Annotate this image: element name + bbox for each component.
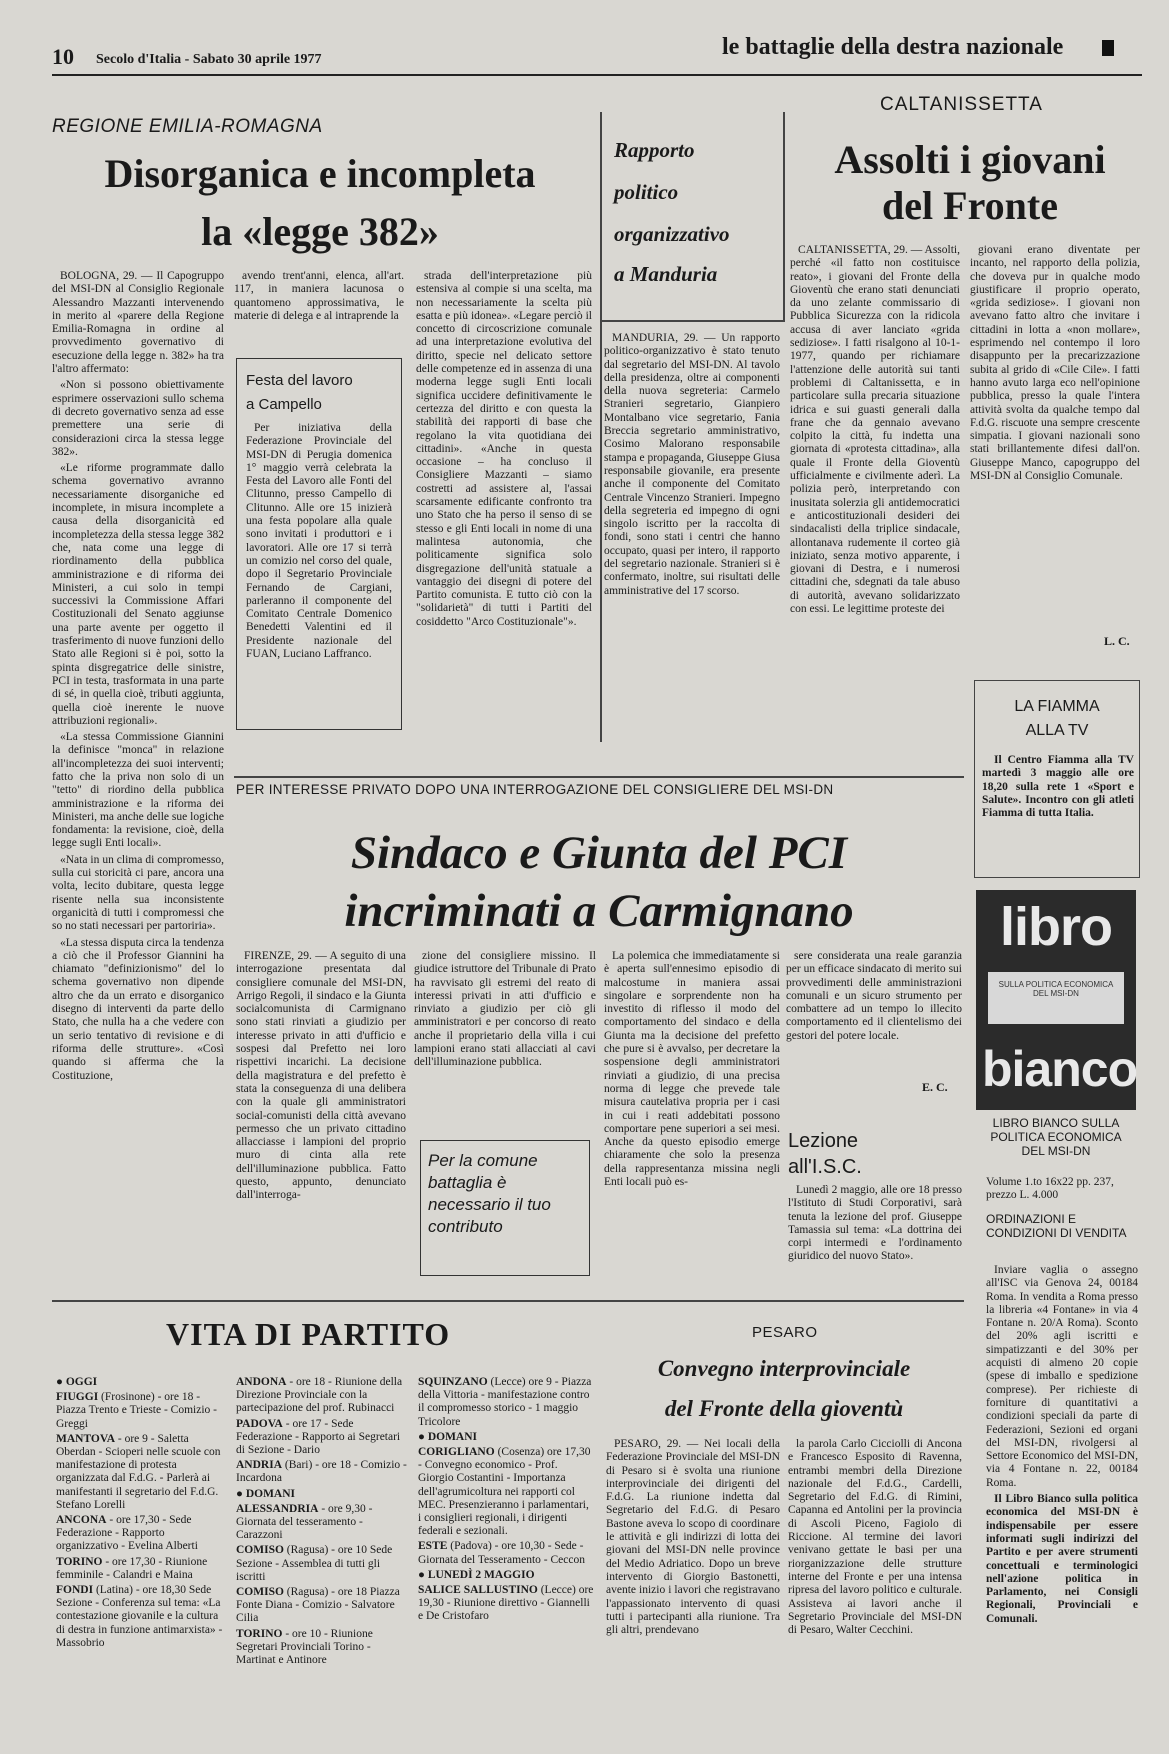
manduria-rule-left bbox=[600, 112, 602, 742]
libro-orders bbox=[986, 1264, 1138, 1625]
vita-entry: FIUGGI (Frosinone) - ore 18 - Piazza Trento e Trieste - Comizio - Greggi bbox=[56, 1391, 217, 1430]
carmignano-kicker: PER INTERESSE PRIVATO DOPO UNA INTERROGAZIONE DEL CONSIGLIERE DEL MSI-DN bbox=[236, 782, 834, 797]
section-marker bbox=[1102, 40, 1114, 56]
header-rule bbox=[52, 74, 1142, 76]
manduria-para: MANDURIA, 29. — Un rapporto politico-organizzativo è stato tenuto dal segretario del MSI-DN. Al tavolo della presidenza, oltre ai componenti della nuova segreteria: Carmelo Stranieri segretario, Gianpiero Montalbano vice segretario, Fania Breccia segretario amministrativo, Cosimo Malorano responsabile stampa e propaganda, Giuseppe Giusa responsabile giovanile, era presente anche il componente del Comitato Centrale Vincenzo Stranieri. Impegno della segreteria ed impegno di ogni singolo iscritto per la raccolta di fondi, sono stati i centri che hanno occupato, quasi per intero, il rapporto del segretario nazionale. Stranieri si è confermato, inoltre, sui risultati delle amministrative del 17 scorso. bbox=[604, 332, 780, 597]
emilia-title-2: la «legge 382» bbox=[201, 209, 439, 254]
carmignano-col-4 bbox=[786, 950, 962, 1090]
libro-closing-para: Il Libro Bianco sulla politica economica del MSI-DN è indispensabile per essere informati sugli indirizzi del Partito e per avere strumenti concettuali e terminologici nell'azione politica in Parlamento, nei Consigli Regionali, Provinciali e Comunali. bbox=[986, 1493, 1138, 1625]
carmignano-sign: E. C. bbox=[922, 1080, 948, 1094]
lezione-body bbox=[788, 1184, 962, 1280]
vita-entry: PADOVA - ore 17 - Sede Federazione - Rapporto ai Segretari di Sezione - Dario bbox=[236, 1417, 401, 1457]
emilia-para: «La stessa disputa circa la tendenza a ciò che il Professor Giannini ha chiamato "definizionismo" del lo schema governativo non dipende altro che da un errato e disorganico disegno di interventi da parte dello Stato, che nulla ha a che vedere con un serio tentativo di revisione e di riforma delle strutture». «Così quando si afferma che la Costituzione, bbox=[52, 936, 224, 1082]
emilia-para: BOLOGNA, 29. — Il Capogruppo del MSI-DN al Consiglio Regionale Alessandro Mazzanti intervenendo in merito al «parere della Regione Emilia-Romagna in ordine al provvedimento governativo di esecuzione della legge n. 382» ha tra l'altro affermato: bbox=[52, 270, 224, 376]
vita-entry: ALESSANDRIA - ore 9,30 - Giornata del tesseramento - Carazzoni bbox=[236, 1502, 373, 1542]
vita-entry: COMISO (Ragusa) - ore 18 Piazza Fonte Diana - Comizio - Salvatore Cilia bbox=[236, 1586, 400, 1625]
carmignano-title-1: Sindaco e Giunta del PCI bbox=[350, 827, 848, 879]
pesaro-para: PESARO, 29. — Nei locali della Federazione Provinciale del MSI-DN di Pesaro si è svolta una riunione interprovinciale dei dirigenti del F.d.G. La riunione indetta dal Segretario del F.d.G. di Pesaro Bastone aveva lo scopo di coordinare le attività e gli indirizzi di lotta dei giovani del MSI-DN nelle province del Medio Adriatico. Dopo un breve intervento di Giorgio Bastonetti, avente inizio i lavori che registravano l'appassionato intervento di quasi tutti i partecipanti alla riunione. Tra gli altri, prendevano bbox=[606, 1438, 780, 1637]
manduria-title-3: organizzativo bbox=[614, 222, 730, 246]
lezione-title-2: all'I.S.C. bbox=[788, 1156, 862, 1178]
vita-entry: ● OGGI bbox=[56, 1376, 98, 1388]
libro-cover-bottom: bianco bbox=[982, 1041, 1138, 1097]
manduria-title-rule bbox=[600, 320, 784, 322]
vita-col-3 bbox=[418, 1376, 594, 1736]
carmignano-para: La polemica che immediatamente si è aperta sull'ennesimo episodio di malcostume in maniera assai singolare e sorprendente non ha investito di riflesso il modo del comportamento del sindaco e della Giunta ma la decisione del prefetto che pure si è avvalso, per decretare la sospensione degli amministratori rinviati a giudizio, di una precisa norma di legge che prevede tale misura cautelativa propria per i casi in cui i reati addebitati possono comportare pene superiori a sei mesi. Anche da questo episodio emerge chiaramente che solo la presenza della rappresentanza missina negli Enti locali può es- bbox=[604, 950, 780, 1189]
lezione-para: Lunedì 2 maggio, alle ore 18 presso l'Istituto di Studi Corporativi, sarà tenuta la lezione del prof. Giuseppe Tamassia sul tema: «La dottrina dei corpi intermedi e l'ordinamento giuridico del nuovo Stato». bbox=[788, 1184, 962, 1263]
emilia-para: «La stessa Commissione Giannini la definisce "monca" in relazione all'incompletezza dei suoi interventi; fatto che la priva non solo di un "tetto" di riordino della pubblica amministrazione e la riforma dei Ministeri, ma anche delle sue logiche fondamenta: la revisione, cioè, della legge sugli Enti locali». bbox=[52, 731, 224, 850]
carmignano-col-2 bbox=[414, 950, 596, 1126]
pesaro-title-1: Convegno interprovinciale bbox=[657, 1356, 911, 1381]
libro-cover-mid: SULLA POLITICA ECONOMICA DEL MSI-DN bbox=[998, 980, 1114, 998]
section-title: le battaglie della destra nazionale bbox=[722, 34, 1064, 60]
emilia-col-3 bbox=[416, 270, 592, 740]
masthead-date: Secolo d'Italia - Sabato 30 aprile 1977 bbox=[96, 52, 322, 67]
libro-orders-title: ORDINAZIONI E CONDIZIONI DI VENDITA bbox=[986, 1212, 1127, 1240]
pesaro-col-2 bbox=[788, 1438, 962, 1738]
emilia-para: strada dell'interpretazione più estensiva al compie si una scelta, ma non necessariamente la scelta più esatta e più idonea». «Legare perciò il concetto di circoscrizione comunale ad una interpretazione evolutiva del diritto, specie nel delicato settore delle competenze ed in assenza di una moderna legge sugli Enti locali significa uccidere definitivamente le certezza del diritto e con questa la stabilità dei rapporti di base che regolano la vita quotidiana dei cittadini». «Anche in questa occasione – ha concluso il Consigliere Mazzanti – siamo costretti ad assistere al, l'assai scarsamente edificante confronto tra uno Stato che ha perso il senso di se stesso e gli Enti locali in nome di una malintesa autonomia, che politicamente significa solo disgregazione dell'unità statuale a vantaggio dei disegni di potere del Partito comunista. E tutto ciò con la "solidarietà" di tutti i Partiti del cosiddetto "Arco Costituzionale"». bbox=[416, 270, 592, 628]
libro-title: LIBRO BIANCO SULLA POLITICA ECONOMICA DEL MSI-DN bbox=[990, 1116, 1122, 1158]
festa-body bbox=[246, 422, 392, 722]
emilia-para: «Nata in un clima di compromesso, sulla cui storicità ci pare, ancora una volta, lecito dubitare, questa legge risente nella sua inconsistente organicità di tutti i compromessi che so no stati necessari per partoriria». bbox=[52, 853, 224, 933]
manduria-title-4: a Manduria bbox=[614, 262, 718, 286]
caltanissetta-title-2: del Fronte bbox=[882, 183, 1058, 228]
carmignano-para: sere considerata una reale garanzia per un efficace sindacato di merito sui provvedimenti delle amministrazioni comunali e un sicuro strumento per combattere ad un tempo lo illecito comportamento ed il clientelismo dei gestori del potere locale. bbox=[786, 950, 962, 1042]
carmignano-para: FIRENZE, 29. — A seguito di una interrogazione presentata dal consigliere comunale del MSI-DN, Arrigo Regoli, il sindaco e la Giunta socialcomunista di Carmignano sono stati rinviati a giudizio per interesse privato in atti d'ufficio e sospesi dal Prefetto nei loro rispettivi incarichi. La decisione della magistratura e del prefetto è stata la conseguenza di una delibera con la quale gli amministratori social-comunisti della città avevano permesso che un privato cittadino allacciasse i lampioni del proprio muro di cinta alla rete dell'illuminazione pubblica. Fatto questo, appunto, denunciato dall'interroga- bbox=[236, 950, 406, 1202]
emilia-title-1: Disorganica e incompleta bbox=[104, 151, 536, 196]
vita-entry: COMISO (Ragusa) - ore 10 Sede Sezione - Assemblea di tutti gli iscritti bbox=[236, 1544, 393, 1583]
emilia-col-1 bbox=[52, 270, 224, 1278]
emilia-para: avendo trent'anni, elenca, all'art. 117, in maniera lacunosa o quantomeno approssimativa, le materie di delega e al intraprende la bbox=[234, 270, 404, 322]
vita-entry: FONDI (Latina) - ore 18,30 Sede Sezione - Conferenza sul tema: «La contestazione giovanile e la cultura di destra in funzione antimarxista» - Massobrio bbox=[56, 1584, 223, 1649]
vita-entry: CORIGLIANO (Cosenza) ore 17,30 - Convegno economico - Prof. Giorgio Costantini - Importanza dell'agrumicoltura nei rapporti col MEC. Presenzieranno i parlamentari, i consiglieri regionali, i dirigenti federali e sezionali. bbox=[418, 1446, 591, 1538]
fiamma-title-1: LA FIAMMA bbox=[1014, 698, 1100, 715]
pesaro-title-2: del Fronte della gioventù bbox=[664, 1396, 904, 1421]
manduria-rule-right bbox=[783, 112, 785, 322]
vita-entry: MANTOVA - ore 9 - Saletta Oberdan - Scioperi nelle scuole con manifestazione di protesta organizzata dal F.d.G. - Parlerà ai manifestanti il segretario del F.d.G. Stefano Lorelli bbox=[56, 1432, 221, 1511]
carmignano-title-2: incriminati a Carmignano bbox=[344, 885, 854, 937]
libro-orders-para: Inviare vaglia o assegno all'ISC via Genova 24, 00184 Roma. In vendita a Roma presso la libreria «4 Fontane» in via 4 Fontane n. 20/A Roma). Sconto del 20% agli iscritti e simpatizzanti e del 30% per acquisti di almeno 20 copie (spese di imballo e spedizione comprese). Per richieste di forniture di quantitativi a condizioni speciali da parte di Federazioni, Sezioni ed organi del MSI-DN, rivolgersi al Settore Economico del MSI-DN, via 4 Fontane n. 22, 00184 Roma. bbox=[986, 1264, 1138, 1489]
manduria-body bbox=[604, 332, 780, 742]
carmignano-col-1 bbox=[236, 950, 406, 1278]
lezione-title-1: Lezione bbox=[788, 1130, 859, 1152]
emilia-kicker: REGIONE EMILIA-ROMAGNA bbox=[52, 116, 323, 137]
emilia-col-2 bbox=[234, 270, 404, 340]
vita-title: VITA DI PARTITO bbox=[166, 1316, 451, 1352]
carmignano-top-rule bbox=[234, 776, 964, 778]
page-number: 10 bbox=[52, 44, 74, 69]
vita-entry: ANCONA - ore 17,30 - Sede Federazione - Rapporto organizzativo - Evelina Alberti bbox=[56, 1514, 198, 1553]
vita-entry: ESTE (Padova) - ore 10,30 - Sede - Giornata del Tesseramento - Ceccon bbox=[418, 1540, 585, 1566]
pesaro-kicker: PESARO bbox=[752, 1324, 818, 1341]
vita-entry: SALICE SALLUSTINO (Lecce) ore 19,30 - Riunione direttivo - Giannelli e De Cristofaro bbox=[418, 1584, 594, 1623]
vita-entry: ● LUNEDÌ 2 MAGGIO bbox=[418, 1568, 535, 1581]
festa-title-1: Festa del lavoro bbox=[246, 372, 353, 389]
caltanissetta-para: CALTANISSETTA, 29. — Assolti, perché «il fatto non costituisce reato», i giovani del Fronte della Gioventù che erano stati denunciati da uno zelante commissario di Pubblica Sicurezza con la ridicola accusa di aver lanciato «grida sediziose». I fatti risalgono al 10-1-1977, quando per richiamare l'attenzione delle autorità sui tanti problemi di Caltanissetta, e in particolare sulla precaria situazione idrica e sui guasti generali dalla frane che da gennaio avevano colpito la città, fu indetta una giornata di «protesta cittadina», alla quale il Fronte della Gioventù ufficialmente e civilmente aderì. La polizia però, interpretando con inusitata solerzia gli antidemocratici e anticostituzionali desideri dei sindacalisti della triplice sindacale, allontanava rudemente il corteo già iniziato, senza motivo apparente, i giovani di Destra, e i numerosi cittadini che, sdegnati da tale abuso di autorità, avevano solidarizzato con essi. Le legittime proteste dei bbox=[790, 244, 960, 616]
libro-cover-top: libro bbox=[1000, 897, 1112, 957]
caltanissetta-title-1: Assolti i giovani bbox=[834, 137, 1106, 182]
vita-col-1 bbox=[56, 1376, 226, 1736]
festa-title-2: a Campello bbox=[246, 396, 322, 413]
carmignano-col-3 bbox=[604, 950, 780, 1278]
manduria-title-2: politico bbox=[614, 180, 679, 204]
libro-cover bbox=[976, 890, 1136, 1110]
caltanissetta-kicker: CALTANISSETTA bbox=[880, 94, 1043, 115]
vita-entry: TORINO - ore 17,30 - Riunione femminile - Calandri e Maina bbox=[56, 1555, 208, 1581]
caltanissetta-col-2 bbox=[970, 244, 1140, 634]
manduria-title-1: Rapporto bbox=[614, 138, 695, 162]
vita-entry: TORINO - ore 10 - Riunione Segretari Provinciali Torino - Martinat e Antinore bbox=[236, 1627, 373, 1667]
fiamma-body bbox=[982, 754, 1134, 872]
vita-entry: ● DOMANI bbox=[418, 1430, 478, 1443]
vita-entry: ANDONA - ore 18 - Riunione della Direzione Provinciale con la partecipazione del prof. Rubinacci bbox=[236, 1376, 403, 1415]
contributo-text: Per la comune battaglia è necessario il tuo contributo bbox=[428, 1151, 551, 1236]
vita-entry: SQUINZANO (Lecce) ore 9 - Piazza della Vittoria - manifestazione contro il compromesso storico - 1 maggio Tricolore bbox=[418, 1376, 592, 1428]
bottom-section-rule bbox=[52, 1300, 964, 1302]
emilia-para: «Le riforme programmate dallo schema governativo avranno necessariamente disorganiche ed incomplete, in misura incomplete a causa della disorganicità ed incompletezza della stessa legge 382 che, nata come una legge di riordinamento della pubblica amministrazione e di riforma dei Ministeri, a cui solo in tempi successivi la Commissione Affari Costituzionali del Senato aggiunse una parte avente per oggetto il trasferimento di nuove funzioni dello Stato alle Regioni si è poi, sotto la spinta disgregatrice delle sinistre, PCI in testa, trasformata in una parte di sé, in quella cioè, tributi aggiunta, quella cioè inerente le nuove attribuzioni regionali». bbox=[52, 462, 224, 727]
caltanissetta-col-1 bbox=[790, 244, 960, 740]
fiamma-title-2: ALLA TV bbox=[1025, 722, 1089, 739]
emilia-para: «Non si possono obiettivamente esprimere osservazioni sullo schema di decreto governativo senza ad esse premettere una serie di considerazioni circa la stessa legge 382». bbox=[52, 379, 224, 458]
fiamma-para: Il Centro Fiamma alla TV martedì 3 maggio alle ore 18,20 sulla rete 1 «Sport e Salute». Incontro con gli atleti Fiamma di tutta Italia. bbox=[982, 754, 1134, 820]
festa-para: Per iniziativa della Federazione Provinciale del MSI-DN di Perugia domenica 1° maggio verrà celebrata la Festa del Lavoro alle Fonti del Clitunno, presso Campello di Clitunno. Alle ore 15 inizierà una festa popolare alla quale sono invitati i produttori e i lavoratori. Alle ore 17 si terrà un comizio nel corso del quale, dopo il Segretario Provinciale Fernando de Cargiani, parleranno il componente del Comitato Centrale Domenico Benedetti Valentini ed il Presidente nazionale del FUAN, Luciano Laffranco. bbox=[246, 422, 392, 661]
libro-price: Volume 1.to 16x22 pp. 237, prezzo L. 4.000 bbox=[986, 1176, 1114, 1201]
pesaro-col-1 bbox=[606, 1438, 780, 1738]
caltanissetta-para: giovani erano diventate per incanto, nel rapporto della polizia, che doveva pur in qualche modo giustificare il proprio operato, «grida sediziose». I giovani non avevano fatto altro che invitare i cittadini in lotta a «non mollare», esprimendo nel contempo il loro disappunto per la precarizzazione subita al grido di «Cile Cile». I fatti hanno avuto larga eco nell'opinione pubblica, presso la quale l'intera attività svolta da qualche tempo dal F.d.G. riscuote una sempre crescente simpatia. I giovani nazionali sono stati brillantemente difesi dall'on. Giuseppe Manco, capogruppo del MSI-DN al Consiglio Comunale. bbox=[970, 244, 1140, 483]
carmignano-para: zione del consigliere missino. Il giudice istruttore del Tribunale di Prato ha ravvisato gli estremi del reato di interessi privati in atti d'ufficio e rinviato a giudizio per ciò gli amministratori e per concorso di reato anche il proprietario della villa i cui lampioni erano stati allacciati al cavi dell'illuminazione pubblica. bbox=[414, 950, 596, 1069]
pesaro-para: la parola Carlo Cicciolli di Ancona e Francesco Esposito di Ravenna, entrambi membri della Direzione nazionale del F.d.G., Cardelli, Segretario del F.d.G. di Rimini, Capanna ed Antolini per la provincia di Ascoli Piceno, Fagiolo di Riccione. Al termine dei lavori venivano gettate le basi per una riorganizzazione delle strutture interne del Fronte e per una intensa ripresa del lavoro politico e culturale. Assisteva ai lavori anche il Segretario Provinciale del MSI-DN di Pesaro, Walter Cecchini. bbox=[788, 1438, 962, 1637]
vita-entry: ANDRIA (Bari) - ore 18 - Comizio - Incardona bbox=[236, 1459, 407, 1485]
vita-col-2 bbox=[236, 1376, 408, 1736]
caltanissetta-sign: L. C. bbox=[1104, 634, 1130, 648]
vita-entry: ● DOMANI bbox=[236, 1487, 296, 1500]
